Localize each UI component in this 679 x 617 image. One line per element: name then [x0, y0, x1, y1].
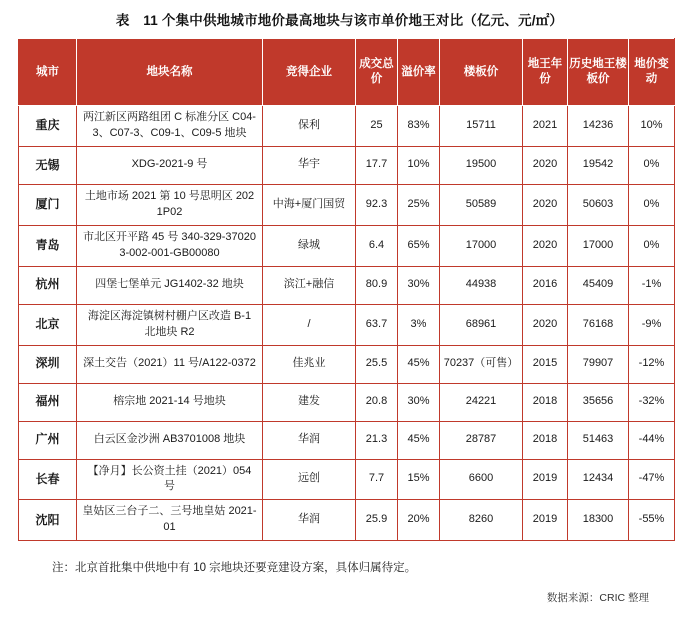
table-row — [19, 421, 675, 459]
cell-floor-price: 19500 — [440, 146, 523, 184]
cell-year: 2020 — [523, 304, 568, 345]
cell-year: 2020 — [523, 184, 568, 225]
cell-floor-price: 8260 — [440, 500, 523, 541]
cell-floor-price: 15711 — [440, 106, 523, 147]
cell-city: 重庆 — [19, 106, 77, 147]
cell-price: 63.7 — [356, 304, 398, 345]
cell-winner: 滨江+融信 — [263, 266, 356, 304]
cell-change: -44% — [629, 421, 675, 459]
cell-hist-floor-price: 19542 — [568, 146, 629, 184]
cell-winner: / — [263, 304, 356, 345]
data-source: 数据来源：CRIC 整理 — [546, 592, 649, 604]
cell-floor-price: 17000 — [440, 225, 523, 266]
table-row — [19, 184, 675, 225]
cell-hist-floor-price: 50603 — [568, 184, 629, 225]
cell-price: 25.5 — [356, 345, 398, 383]
cell-premium: 45% — [398, 345, 440, 383]
cell-year: 2016 — [523, 266, 568, 304]
cell-city: 青岛 — [19, 225, 77, 266]
table-header — [19, 39, 675, 106]
cell-year: 2015 — [523, 345, 568, 383]
cell-city: 厦门 — [19, 184, 77, 225]
cell-hist-floor-price: 51463 — [568, 421, 629, 459]
cell-premium: 30% — [398, 383, 440, 421]
cell-price: 80.9 — [356, 266, 398, 304]
column-header-winner: 竞得企业 — [263, 39, 356, 106]
cell-city: 沈阳 — [19, 500, 77, 541]
cell-winner: 绿城 — [263, 225, 356, 266]
cell-city: 福州 — [19, 383, 77, 421]
column-header-parcel-name: 地块名称 — [77, 39, 263, 106]
cell-winner: 远创 — [263, 459, 356, 500]
table-note: 注：北京首批集中供地中有 10 宗地块还要竞建设方案，具体归属待定。 — [52, 562, 417, 575]
cell-price: 21.3 — [356, 421, 398, 459]
cell-winner: 华润 — [263, 500, 356, 541]
cell-premium: 65% — [398, 225, 440, 266]
table-row — [19, 459, 675, 500]
cell-parcel: 土地市场 2021 第 10 号思明区 2021P02 — [77, 184, 263, 225]
table-row — [19, 383, 675, 421]
cell-hist-floor-price: 17000 — [568, 225, 629, 266]
cell-city: 长春 — [19, 459, 77, 500]
table-row — [19, 266, 675, 304]
cell-hist-floor-price: 18300 — [568, 500, 629, 541]
cell-parcel: 市北区开平路 45 号 340-329-370203-002-001-GB00080 — [77, 225, 263, 266]
cell-hist-floor-price: 14236 — [568, 106, 629, 147]
cell-year: 2019 — [523, 500, 568, 541]
cell-parcel: 榕宗地 2021-14 号地块 — [77, 383, 263, 421]
cell-parcel: 白云区金沙洲 AB3701008 地块 — [77, 421, 263, 459]
cell-change: -47% — [629, 459, 675, 500]
cell-premium: 30% — [398, 266, 440, 304]
table-title: 表 11 个集中供地城市地价最高地块与该市单价地王对比（亿元、元/㎡） — [115, 13, 564, 28]
cell-premium: 10% — [398, 146, 440, 184]
cell-floor-price: 70237（可售） — [440, 345, 523, 383]
cell-hist-floor-price: 35656 — [568, 383, 629, 421]
cell-price: 25 — [356, 106, 398, 147]
column-header-total-price: 成交总价 — [356, 39, 398, 106]
cell-hist-floor-price: 79907 — [568, 345, 629, 383]
cell-floor-price: 50589 — [440, 184, 523, 225]
cell-city: 深圳 — [19, 345, 77, 383]
cell-year: 2018 — [523, 383, 568, 421]
cell-parcel: 皇姑区三台子二、三号地皇姑 2021-01 — [77, 500, 263, 541]
cell-floor-price: 28787 — [440, 421, 523, 459]
column-header-price-change: 地价变动 — [629, 39, 675, 106]
cell-floor-price: 68961 — [440, 304, 523, 345]
comparison-table — [18, 38, 675, 541]
cell-year: 2018 — [523, 421, 568, 459]
cell-price: 25.9 — [356, 500, 398, 541]
column-header-floor-price: 楼板价 — [440, 39, 523, 106]
cell-winner: 华润 — [263, 421, 356, 459]
cell-parcel: 海淀区海淀镇树村棚户区改造 B-1 北地块 R2 — [77, 304, 263, 345]
table-row — [19, 304, 675, 345]
cell-winner: 中海+厦门国贸 — [263, 184, 356, 225]
table-body — [19, 106, 675, 541]
cell-year: 2021 — [523, 106, 568, 147]
table-row — [19, 500, 675, 541]
table-header-row — [19, 39, 675, 106]
cell-parcel: 两江新区两路组团 C 标准分区 C04-3、C07-3、C09-1、C09-5 地块 — [77, 106, 263, 147]
cell-price: 6.4 — [356, 225, 398, 266]
cell-city: 北京 — [19, 304, 77, 345]
cell-premium: 20% — [398, 500, 440, 541]
table-row — [19, 106, 675, 147]
column-header-premium-rate: 溢价率 — [398, 39, 440, 106]
cell-parcel: 深土交告（2021）11 号/A122-0372 — [77, 345, 263, 383]
cell-change: -32% — [629, 383, 675, 421]
cell-hist-floor-price: 12434 — [568, 459, 629, 500]
cell-premium: 15% — [398, 459, 440, 500]
cell-premium: 25% — [398, 184, 440, 225]
cell-change: -1% — [629, 266, 675, 304]
cell-change: 0% — [629, 184, 675, 225]
cell-change: -12% — [629, 345, 675, 383]
cell-hist-floor-price: 76168 — [568, 304, 629, 345]
cell-floor-price: 44938 — [440, 266, 523, 304]
column-header-land-king-year: 地王年份 — [523, 39, 568, 106]
cell-premium: 45% — [398, 421, 440, 459]
cell-year: 2019 — [523, 459, 568, 500]
cell-year: 2020 — [523, 146, 568, 184]
cell-winner: 保利 — [263, 106, 356, 147]
cell-winner: 华宇 — [263, 146, 356, 184]
cell-city: 广州 — [19, 421, 77, 459]
cell-price: 20.8 — [356, 383, 398, 421]
cell-premium: 3% — [398, 304, 440, 345]
cell-price: 7.7 — [356, 459, 398, 500]
table-row — [19, 345, 675, 383]
cell-price: 17.7 — [356, 146, 398, 184]
cell-year: 2020 — [523, 225, 568, 266]
table-row — [19, 146, 675, 184]
cell-winner: 佳兆业 — [263, 345, 356, 383]
cell-parcel: 四堡七堡单元 JG1402-32 地块 — [77, 266, 263, 304]
table-row — [19, 225, 675, 266]
cell-change: 0% — [629, 225, 675, 266]
cell-floor-price: 6600 — [440, 459, 523, 500]
cell-change: 10% — [629, 106, 675, 147]
cell-city: 无锡 — [19, 146, 77, 184]
cell-change: 0% — [629, 146, 675, 184]
column-header-historical-floor-price: 历史地王楼板价 — [568, 39, 629, 106]
cell-parcel: 【净月】长公资土挂（2021）054 号 — [77, 459, 263, 500]
cell-change: -55% — [629, 500, 675, 541]
cell-city: 杭州 — [19, 266, 77, 304]
cell-winner: 建发 — [263, 383, 356, 421]
cell-parcel: XDG-2021-9 号 — [77, 146, 263, 184]
cell-price: 92.3 — [356, 184, 398, 225]
column-header-city: 城市 — [19, 39, 77, 106]
cell-hist-floor-price: 45409 — [568, 266, 629, 304]
cell-change: -9% — [629, 304, 675, 345]
cell-premium: 83% — [398, 106, 440, 147]
cell-floor-price: 24221 — [440, 383, 523, 421]
